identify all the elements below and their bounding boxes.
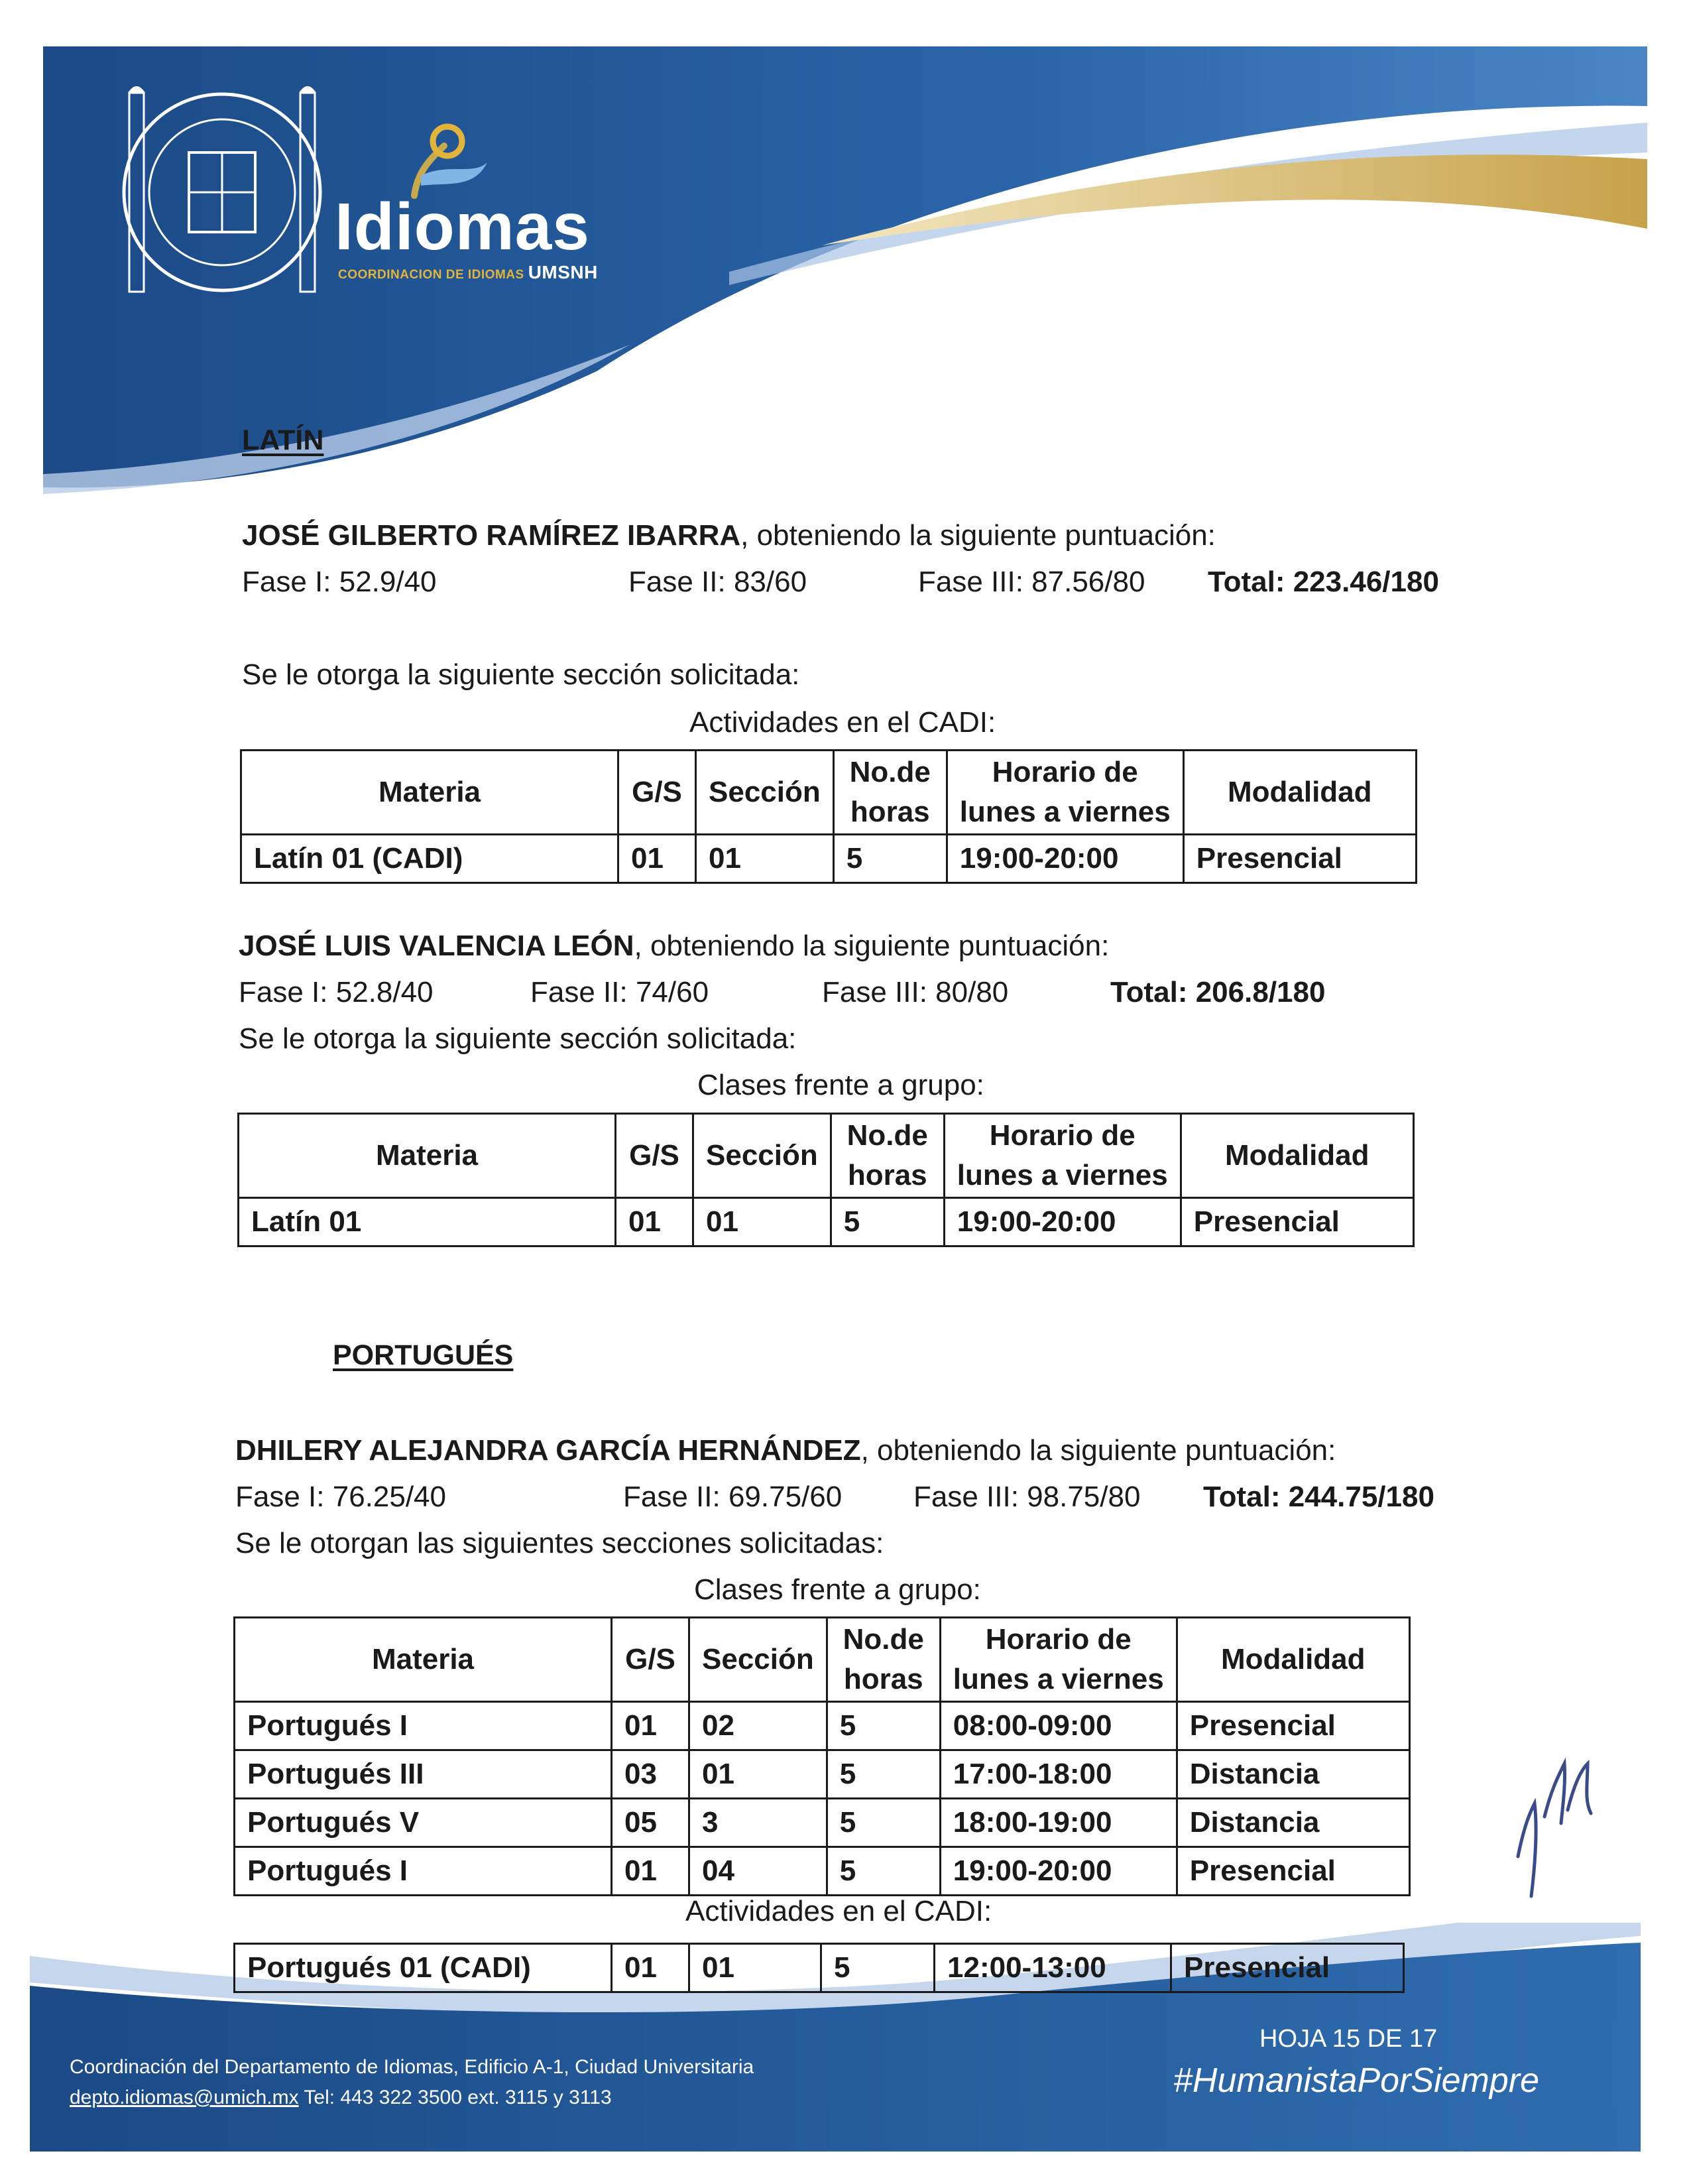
cell-materia: Portugués 01 (CADI) <box>235 1944 612 1992</box>
score-fase3: Fase III: 87.56/80 <box>918 566 1145 598</box>
cell-horas: 5 <box>831 1198 944 1246</box>
cell-materia: Latín 01 (CADI) <box>241 835 618 883</box>
schedule-table <box>237 1113 1415 1247</box>
score-total: Total: 206.8/180 <box>1110 976 1326 1008</box>
header-gs: G/S <box>618 751 696 835</box>
cell-modalidad: Presencial <box>1171 1944 1404 1992</box>
cell-gs: 05 <box>612 1799 689 1847</box>
brand-org: UMSNH <box>528 262 598 282</box>
cell-seccion: 01 <box>689 1944 821 1992</box>
cell-horas: 5 <box>821 1944 935 1992</box>
table-row <box>241 835 1417 883</box>
table-header-row <box>239 1114 1414 1198</box>
score-fase1: Fase I: 52.8/40 <box>239 976 434 1008</box>
header-materia: Materia <box>239 1114 616 1198</box>
cell-horas: 5 <box>827 1702 940 1750</box>
cell-seccion: 01 <box>696 835 834 883</box>
cell-horas: 5 <box>827 1750 940 1799</box>
cell-seccion: 02 <box>689 1702 827 1750</box>
header-seccion: Sección <box>689 1618 827 1702</box>
score-fase2: Fase II: 83/60 <box>628 566 807 598</box>
header-gs: G/S <box>612 1618 689 1702</box>
table-row <box>235 1799 1410 1847</box>
cell-modalidad: Presencial <box>1181 1198 1413 1246</box>
cell-gs: 01 <box>612 1944 689 1992</box>
score-fase2: Fase II: 69.75/60 <box>623 1481 843 1513</box>
cell-materia: Portugués V <box>235 1799 612 1847</box>
footer-contact-line <box>70 2083 754 2113</box>
score-fase3: Fase III: 80/80 <box>822 976 1009 1008</box>
schedule-table <box>233 1616 1411 1896</box>
grant-text: Se le otorga la siguiente sección solicitada: <box>242 658 800 691</box>
header-modalidad: Modalidad <box>1181 1114 1413 1198</box>
header-horario: Horario de lunes a viernes <box>940 1618 1177 1702</box>
candidate-name: DHILERY ALEJANDRA GARCÍA HERNÁNDEZ <box>235 1434 861 1467</box>
header-horas: No.de horas <box>831 1114 944 1198</box>
idiomas-logo-mark-icon <box>394 123 494 199</box>
cell-modalidad: Presencial <box>1177 1847 1409 1896</box>
cell-gs: 01 <box>616 1198 693 1246</box>
category-label: Actividades en el CADI: <box>685 1895 992 1927</box>
footer-contact <box>70 2052 754 2113</box>
category-label: Actividades en el CADI: <box>689 706 996 739</box>
table-header-row <box>235 1618 1410 1702</box>
cell-horario: 19:00-20:00 <box>940 1847 1177 1896</box>
header-materia: Materia <box>241 751 618 835</box>
score-fase1: Fase I: 52.9/40 <box>242 566 437 598</box>
cell-gs: 03 <box>612 1750 689 1799</box>
page-count: HOJA 15 DE 17 <box>1259 2025 1438 2053</box>
header-seccion: Sección <box>693 1114 831 1198</box>
footer-email-link[interactable]: depto.idiomas@umich.mx <box>70 2087 299 2108</box>
section-heading-portugues: PORTUGUÉS <box>333 1339 514 1371</box>
cell-materia: Portugués I <box>235 1847 612 1896</box>
cell-horario: 08:00-09:00 <box>940 1702 1177 1750</box>
table-row <box>235 1702 1410 1750</box>
footer-address: Coordinación del Departamento de Idiomas, Edificio A-1, Ciudad Universitaria <box>70 2056 754 2078</box>
candidate-name: JOSÉ LUIS VALENCIA LEÓN <box>239 930 634 962</box>
header-modalidad: Modalidad <box>1177 1618 1409 1702</box>
header-horas: No.de horas <box>833 751 947 835</box>
section-heading-latin: LATÍN <box>242 424 324 456</box>
university-seal-icon <box>116 86 328 298</box>
cell-seccion: 01 <box>689 1750 827 1799</box>
cell-horas: 5 <box>833 835 947 883</box>
candidate-intro: JOSÉ LUIS VALENCIA LEÓN, obteniendo la siguiente puntuación: <box>239 930 1110 962</box>
header-horario: Horario de lunes a viernes <box>947 751 1183 835</box>
cell-horas: 5 <box>827 1847 940 1896</box>
cell-materia: Portugués I <box>235 1702 612 1750</box>
cell-horario: 12:00-13:00 <box>935 1944 1171 1992</box>
header-seccion: Sección <box>696 751 834 835</box>
cell-gs: 01 <box>618 835 696 883</box>
category-label: Clases frente a grupo: <box>697 1069 984 1101</box>
cell-horario: 17:00-18:00 <box>940 1750 1177 1799</box>
table-row <box>235 1847 1410 1896</box>
score-total: Total: 223.46/180 <box>1208 566 1439 598</box>
cell-modalidad: Presencial <box>1183 835 1416 883</box>
cell-seccion: 3 <box>689 1799 827 1847</box>
header-materia: Materia <box>235 1618 612 1702</box>
cell-horario: 19:00-20:00 <box>944 1198 1181 1246</box>
score-fase1: Fase I: 76.25/40 <box>235 1481 446 1513</box>
cell-horario: 18:00-19:00 <box>940 1799 1177 1847</box>
table-row <box>235 1944 1404 1992</box>
schedule-table-cadi <box>233 1943 1405 1993</box>
cell-gs: 01 <box>612 1702 689 1750</box>
score-fase2: Fase II: 74/60 <box>530 976 709 1008</box>
header-gs: G/S <box>616 1114 693 1198</box>
cell-seccion: 01 <box>693 1198 831 1246</box>
candidate-name: JOSÉ GILBERTO RAMÍREZ IBARRA <box>242 519 741 552</box>
cell-materia: Portugués III <box>235 1750 612 1799</box>
category-label: Clases frente a grupo: <box>694 1573 981 1606</box>
cell-horas: 5 <box>827 1799 940 1847</box>
grant-text: Se le otorga la siguiente sección solicitada: <box>239 1022 797 1055</box>
cell-modalidad: Presencial <box>1177 1702 1409 1750</box>
brand-title: Idiomas <box>335 190 590 264</box>
schedule-table <box>240 749 1417 884</box>
table-header-row <box>241 751 1417 835</box>
candidate-intro: JOSÉ GILBERTO RAMÍREZ IBARRA, obteniendo la siguiente puntuación: <box>242 519 1216 552</box>
table-row <box>235 1750 1410 1799</box>
cell-seccion: 04 <box>689 1847 827 1896</box>
grant-text: Se le otorgan las siguientes secciones solicitadas: <box>235 1527 884 1559</box>
table-row <box>239 1198 1414 1246</box>
score-total: Total: 244.75/180 <box>1203 1481 1434 1513</box>
cell-modalidad: Distancia <box>1177 1750 1409 1799</box>
header-horas: No.de horas <box>827 1618 940 1702</box>
cell-materia: Latín 01 <box>239 1198 616 1246</box>
header-modalidad: Modalidad <box>1183 751 1416 835</box>
signature-icon <box>1505 1737 1598 1903</box>
cell-horario: 19:00-20:00 <box>947 835 1183 883</box>
footer-hashtag: #HumanistaPorSiempre <box>1173 2061 1540 2100</box>
score-fase3: Fase III: 98.75/80 <box>913 1481 1141 1513</box>
header-horario: Horario de lunes a viernes <box>944 1114 1181 1198</box>
cell-gs: 01 <box>612 1847 689 1896</box>
brand-subtitle: COORDINACION DE IDIOMAS UMSNH <box>338 262 598 282</box>
cell-modalidad: Distancia <box>1177 1799 1409 1847</box>
footer-phone: Tel: 443 322 3500 ext. 3115 y 3113 <box>298 2087 612 2108</box>
candidate-intro: DHILERY ALEJANDRA GARCÍA HERNÁNDEZ, obteniendo la siguiente puntuación: <box>235 1434 1336 1467</box>
